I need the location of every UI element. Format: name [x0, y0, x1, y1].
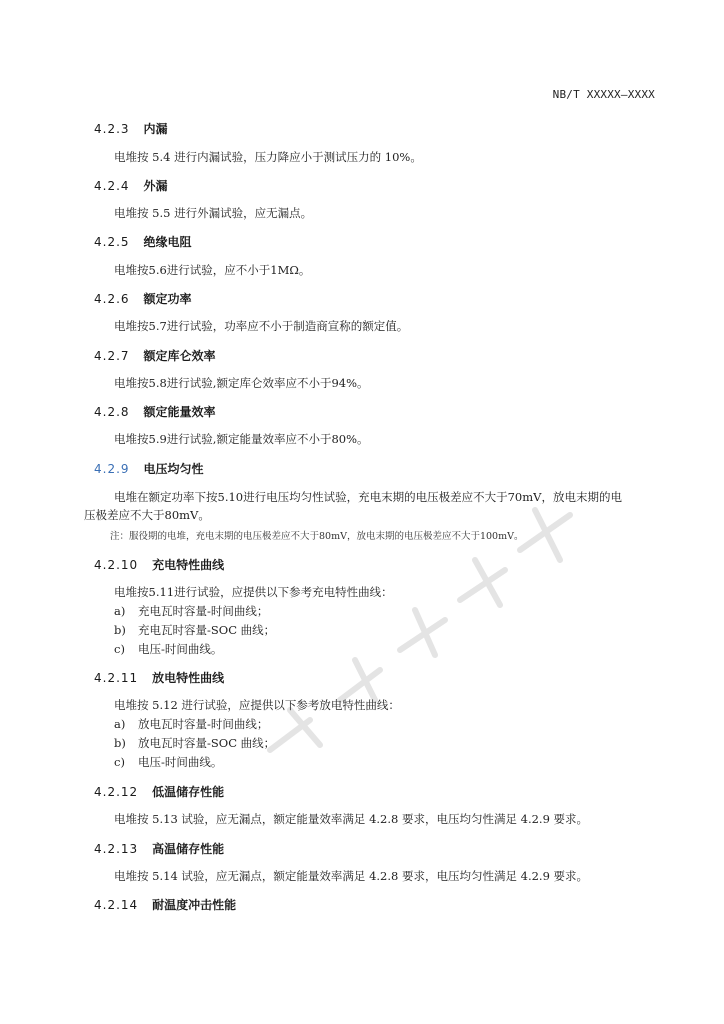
section-text-4-2-13: 电堆按 5.14 试验，应无漏点，额定能量效率满足 4.2.8 要求，电压均匀性满足 4.2.9 要求。: [114, 869, 589, 883]
section-text-4-2-9-line1: 电堆在额定功率下按5.10进行电压均匀性试验，充电末期的电压极差应不大于70mV，放电末期的电: [114, 490, 622, 504]
standard-code-header: NB/T XXXXX—XXXX: [552, 88, 655, 101]
section-heading-4-2-12: 4.2.12 低温储存性能: [94, 785, 225, 799]
section-heading-4-2-7: 4.2.7 额定库仑效率: [94, 349, 216, 363]
list-item: b) 充电瓦时容量-SOC 曲线；: [114, 623, 276, 637]
section-heading-4-2-3: 4.2.3 内漏: [94, 122, 168, 136]
section-text-4-2-9-line2: 压极差应不大于80mV。: [84, 508, 210, 522]
section-text-4-2-10: 电堆按5.11进行试验，应提供以下参考充电特性曲线：: [114, 585, 393, 599]
section-text-4-2-12: 电堆按 5.13 试验，应无漏点，额定能量效率满足 4.2.8 要求，电压均匀性满足 4.2.9 要求。: [114, 812, 589, 826]
list-item: c) 电压-时间曲线。: [114, 642, 223, 656]
section-heading-4-2-4: 4.2.4 外漏: [94, 179, 168, 193]
section-text-4-2-6: 电堆按5.7进行试验，功率应不小于制造商宣称的额定值。: [114, 319, 409, 333]
section-heading-4-2-10: 4.2.10 充电特性曲线: [94, 558, 225, 572]
list-item: b) 放电瓦时容量-SOC 曲线；: [114, 736, 276, 750]
section-text-4-2-7: 电堆按5.8进行试验,额定库仑效率应不小于94%。: [114, 376, 369, 390]
section-heading-4-2-6: 4.2.6 额定功率: [94, 292, 192, 306]
section-text-4-2-3: 电堆按 5.4 进行内漏试验，压力降应小于测试压力的 10%。: [114, 150, 422, 164]
section-heading-4-2-13: 4.2.13 高温储存性能: [94, 842, 225, 856]
list-item: a) 放电瓦时容量-时间曲线；: [114, 717, 269, 731]
section-text-4-2-5: 电堆按5.6进行试验，应不小于1MΩ。: [114, 263, 311, 277]
section-text-4-2-8: 电堆按5.9进行试验,额定能量效率应不小于80%。: [114, 432, 369, 446]
section-heading-4-2-11: 4.2.11 放电特性曲线: [94, 671, 225, 685]
section-heading-4-2-14: 4.2.14 耐温度冲击性能: [94, 898, 237, 912]
section-heading-4-2-8: 4.2.8 额定能量效率: [94, 405, 216, 419]
section-heading-4-2-5: 4.2.5 绝缘电阻: [94, 235, 192, 249]
section-note-4-2-9: 注：服役期的电堆，充电末期的电压极差应不大于80mV，放电末期的电压极差应不大于100mV。: [110, 531, 524, 542]
section-text-4-2-11: 电堆按 5.12 进行试验，应提供以下参考放电特性曲线：: [114, 698, 400, 712]
list-item: c) 电压-时间曲线。: [114, 755, 223, 769]
section-heading-4-2-9: 4.2.9 电压均匀性: [94, 462, 204, 476]
list-item: a) 充电瓦时容量-时间曲线；: [114, 604, 269, 618]
section-text-4-2-4: 电堆按 5.5 进行外漏试验，应无漏点。: [114, 206, 313, 220]
watermark-graphic: [250, 470, 610, 770]
